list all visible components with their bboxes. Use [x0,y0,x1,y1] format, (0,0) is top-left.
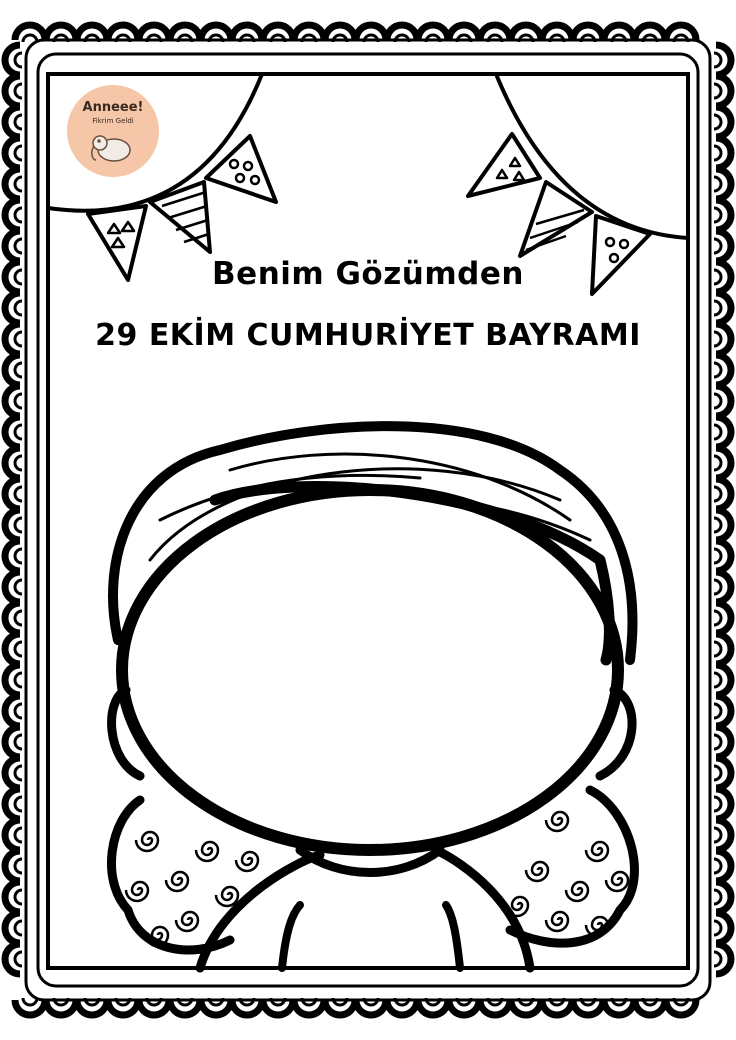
border-scallop [716,200,731,230]
border-scallop [716,76,731,106]
border-scallop [716,479,731,509]
face-circle [122,490,618,850]
page-subtitle: 29 EKİM CUMHURİYET BAYRAMI [95,318,641,353]
border-scallop [716,138,731,168]
logo-subtitle: Fikrim Geldi [92,117,134,125]
border-scallop [5,138,20,168]
border-scallop [418,25,448,40]
border-scallop [716,820,731,850]
border-scallop [356,1000,386,1015]
border-scallop [5,262,20,292]
border-scallop [542,25,572,40]
border-scallop [5,293,20,323]
border-scallop [5,448,20,478]
border-scallop [263,1000,293,1015]
border-scallop [604,25,634,40]
border-scallop [108,1000,138,1015]
border-scallop [294,25,324,40]
border-scallop [5,944,20,974]
border-scallop [604,1000,634,1015]
border-scallop [716,882,731,912]
border-scallop [201,1000,231,1015]
border-scallop [635,25,665,40]
border-scallop [5,634,20,664]
border-scallop [5,758,20,788]
border-scallop [716,107,731,137]
border-scallop [5,76,20,106]
border-scallop [449,1000,479,1015]
border-scallop [716,293,731,323]
border-scallop [5,45,20,75]
border-scallop [716,169,731,199]
border-scallop [716,603,731,633]
border-scallop [716,572,731,602]
border-scallop [15,1000,45,1015]
border-scallop [480,25,510,40]
border-scallop [511,1000,541,1015]
border-scallop [573,25,603,40]
border-scallop [716,696,731,726]
border-scallop [294,1000,324,1015]
border-scallop [5,665,20,695]
border-scallop [46,25,76,40]
border-scallop [716,417,731,447]
border-scallop [716,45,731,75]
border-scallop [716,851,731,881]
border-scallop [5,696,20,726]
border-scallop [716,355,731,385]
border-scallop [15,25,45,40]
border-scallop [716,758,731,788]
border-scallop [716,944,731,974]
border-scallop [635,1000,665,1015]
border-scallop [418,1000,448,1015]
border-scallop [511,25,541,40]
border-scallop [46,1000,76,1015]
border-scallop [716,510,731,540]
border-scallop [387,1000,417,1015]
border-scallop [716,231,731,261]
border-scallop [108,25,138,40]
page-title: Benim Gözümden [212,256,524,292]
border-scallop [356,25,386,40]
border-scallop [5,789,20,819]
border-scallop [5,107,20,137]
border-scallop [716,634,731,664]
border-scallop [5,231,20,261]
border-scallop [480,1000,510,1015]
border-scallop [5,820,20,850]
border-scallop [716,386,731,416]
border-scallop [263,25,293,40]
border-scallop [716,665,731,695]
border-scallop [666,1000,696,1015]
border-scallop [139,25,169,40]
border-scallop [666,25,696,40]
border-scallop [5,169,20,199]
border-scallop [232,25,262,40]
border-scallop [325,1000,355,1015]
border-scallop [5,882,20,912]
border-scallop [5,603,20,633]
logo-title: Anneee! [82,100,144,115]
border-scallop [449,25,479,40]
border-scallop [5,510,20,540]
border-scallop [5,324,20,354]
border-scallop [5,200,20,230]
border-scallop [170,25,200,40]
border-scallop [716,789,731,819]
border-scallop [5,386,20,416]
border-scallop [5,727,20,757]
border-scallop [716,262,731,292]
border-scallop [716,727,731,757]
border-scallop [5,417,20,447]
border-scallop [5,541,20,571]
border-scallop [325,25,355,40]
border-scallop [716,324,731,354]
border-scallop [77,25,107,40]
border-scallop [716,541,731,571]
border-scallop [5,913,20,943]
border-scallop [77,1000,107,1015]
border-scallop [201,25,231,40]
border-scallop [5,572,20,602]
border-scallop [5,851,20,881]
border-scallop [139,1000,169,1015]
border-scallop [170,1000,200,1015]
border-scallop [716,913,731,943]
border-scallop [232,1000,262,1015]
border-scallop [716,448,731,478]
border-scallop [387,25,417,40]
logo-badge [66,86,160,176]
border-scallop [542,1000,572,1015]
border-scallop [573,1000,603,1015]
border-scallop [5,355,20,385]
border-scallop [5,479,20,509]
